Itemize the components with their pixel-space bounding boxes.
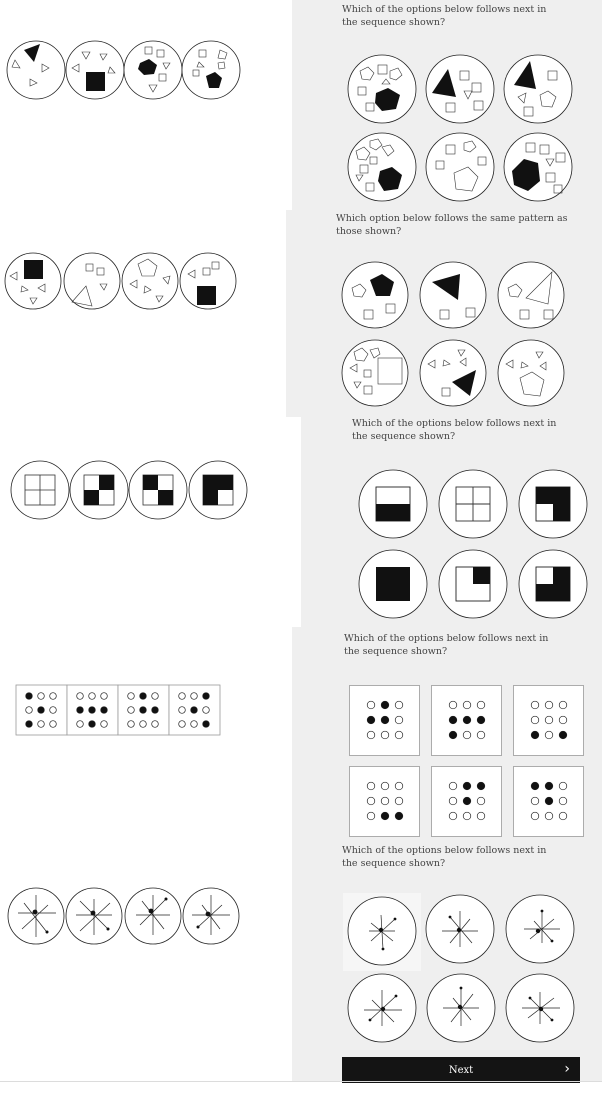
q1-option-2[interactable] <box>424 53 496 125</box>
q5-option-6[interactable] <box>504 972 576 1044</box>
question-text-4: Which of the options below follows next in the sequence shown? <box>344 633 549 657</box>
next-button-label: Next <box>448 1064 474 1076</box>
sequence-2 <box>0 250 250 314</box>
chevron-right-icon: › <box>564 1061 570 1077</box>
q2-option-5[interactable] <box>418 338 488 408</box>
q4-option-3[interactable] <box>513 685 585 757</box>
q1-option-3[interactable] <box>502 53 574 125</box>
q1-option-1[interactable] <box>346 53 418 125</box>
q2-option-4[interactable] <box>340 338 410 408</box>
q4-option-4[interactable] <box>349 766 421 838</box>
question-text-1: Which of the options below follows next in the sequence shown? <box>342 4 547 28</box>
sequence-3 <box>0 458 252 524</box>
q2-option-6[interactable] <box>496 338 566 408</box>
q4-option-2[interactable] <box>431 685 503 757</box>
q1-option-6[interactable] <box>502 131 574 203</box>
q5-option-5[interactable] <box>425 972 497 1044</box>
q3-option-3[interactable] <box>517 468 589 540</box>
q3-option-5[interactable] <box>437 548 509 620</box>
q3-option-2[interactable] <box>437 468 509 540</box>
q2-option-3[interactable] <box>496 260 566 330</box>
question-text-5: Which of the options below follows next in the sequence shown? <box>342 845 547 869</box>
q2-option-1[interactable] <box>340 260 410 330</box>
q5-option-3[interactable] <box>504 893 576 965</box>
q4-option-5[interactable] <box>431 766 503 838</box>
q3-option-4[interactable] <box>357 548 429 620</box>
question-text-2: Which option below follows the same pattern as those shown? <box>336 213 568 237</box>
q5-option-1[interactable] <box>343 893 421 971</box>
q1-option-4[interactable] <box>346 131 418 203</box>
q4-option-1[interactable] <box>349 685 421 757</box>
q5-option-2[interactable] <box>424 893 496 965</box>
sequence-4 <box>15 684 223 738</box>
q2-option-2[interactable] <box>418 260 488 330</box>
question-text-3: Which of the options below follows next in the sequence shown? <box>352 418 557 442</box>
q3-option-6[interactable] <box>517 548 589 620</box>
sequence-1 <box>0 38 250 102</box>
next-button[interactable] <box>342 1057 580 1083</box>
q4-option-6[interactable] <box>513 766 585 838</box>
q3-option-1[interactable] <box>357 468 429 540</box>
page-divider <box>0 1081 602 1082</box>
q5-option-4[interactable] <box>346 972 418 1044</box>
sequence-5 <box>0 885 250 947</box>
q1-option-5[interactable] <box>424 131 496 203</box>
